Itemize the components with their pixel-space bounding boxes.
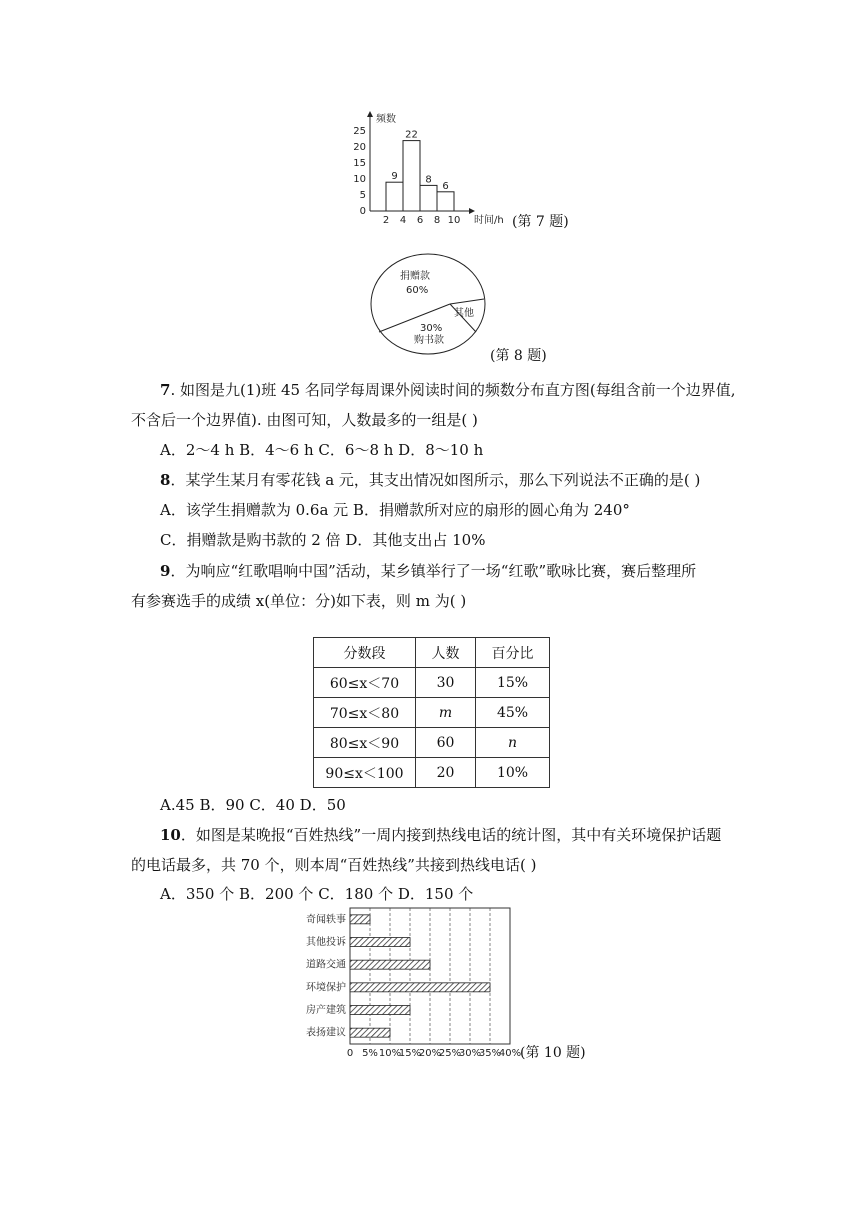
fig10-xtick-label: 40% [498, 1048, 522, 1059]
q9-line1 [160, 561, 696, 581]
score-table [313, 637, 550, 788]
fig10-bar [350, 1006, 410, 1015]
fig10-xtick-label: 25% [438, 1048, 462, 1059]
fig10-bar [350, 983, 490, 992]
q8-options-2: C．捐赠款是购书款的 2 倍 D．其他支出占 10% [160, 531, 486, 549]
fig7-bar-value-label: 8 [425, 174, 432, 186]
fig7-xtick-label: 6 [416, 215, 424, 226]
fig10-barchart [298, 906, 523, 1061]
table-row [314, 758, 550, 788]
fig10-caption: (第 10 题) [520, 1045, 586, 1061]
fig10-bar [350, 938, 410, 947]
header-count: 人数 [416, 638, 476, 668]
fig10-category-label: 其他投诉 [306, 937, 346, 948]
cell-range: 80≤x＜90 [314, 728, 416, 758]
fig10-xtick-label: 15% [398, 1048, 422, 1059]
q9-options: A.45 B．90 C．40 D．50 [160, 796, 346, 814]
fig10-xtick-label: 0 [346, 1048, 354, 1059]
cell-count: 60 [416, 728, 476, 758]
fig10-bar [350, 1028, 390, 1037]
q10-line2: 的电话最多，共 70 个，则本周“百姓热线”共接到热线电话( ) [131, 856, 537, 874]
fig7-caption: (第 7 题) [512, 214, 569, 230]
fig7-bar [420, 185, 437, 211]
fig10-xtick-label: 20% [418, 1048, 442, 1059]
fig7-bar [403, 141, 420, 211]
q10-number: 10 [160, 826, 181, 844]
fig10-category-label: 房产建筑 [306, 1005, 346, 1016]
fig8-donation-label: 捐赠款 [400, 271, 430, 282]
fig8-caption: (第 8 题) [490, 348, 547, 364]
cell-percent: 10% [476, 758, 550, 788]
cell-percent: n [476, 728, 550, 758]
cell-range: 60≤x＜70 [314, 668, 416, 698]
fig7-ylabel: 频数 [376, 114, 396, 125]
header-percent: 百分比 [476, 638, 550, 668]
q8-options-1: A．该学生捐赠款为 0.6a 元 B．捐赠款所对应的扇形的圆心角为 240° [160, 501, 630, 519]
fig8-books-label: 购书款 [414, 335, 444, 346]
fig7-bar-value-label: 22 [405, 129, 418, 141]
q8-line1 [160, 470, 700, 490]
q7-line1 [160, 380, 735, 400]
fig7-histogram [340, 108, 520, 233]
cell-range: 70≤x＜80 [314, 698, 416, 728]
fig7-bar [437, 192, 454, 211]
fig7-ytick-label: 15 [353, 158, 366, 169]
cell-count: m [416, 698, 476, 728]
cell-percent: 15% [476, 668, 550, 698]
score-table-header [314, 638, 550, 668]
q7-number: 7 [160, 381, 171, 399]
fig7-ytick-label: 5 [359, 190, 366, 201]
fig10-category-label: 道路交通 [306, 959, 346, 971]
header-score-range: 分数段 [314, 638, 416, 668]
fig7-ytick-label: 10 [353, 174, 366, 185]
cell-count: 20 [416, 758, 476, 788]
table-row [314, 668, 550, 698]
q7-line2: 不含后一个边界值). 由图可知，人数最多的一组是( ) [131, 411, 478, 429]
fig7-ytick-label: 0 [359, 206, 366, 217]
table-row [314, 728, 550, 758]
fig8-other-label: 其他 [454, 308, 474, 319]
cell-percent: 45% [476, 698, 550, 728]
q10-line1 [160, 825, 721, 845]
fig10-category-label: 奇闻轶事 [306, 914, 346, 926]
cell-count: 30 [416, 668, 476, 698]
fig8-donation-pct: 60% [406, 285, 429, 296]
fig8-pie [370, 252, 490, 356]
fig7-xtick-label: 10 [447, 215, 461, 226]
q7-text-1: . 如图是九(1)班 45 名同学每周课外阅读时间的频数分布直方图(每组含前一个边界值, [170, 381, 736, 399]
q9-line2: 有参赛选手的成绩 x(单位：分)如下表，则 m 为( ) [131, 592, 467, 610]
fig10-xtick-label: 10% [378, 1048, 402, 1059]
fig8-books-pct: 30% [420, 323, 443, 334]
fig8-divider-other-top [450, 299, 484, 304]
fig10-category-label: 表扬建议 [306, 1027, 346, 1039]
fig10-bar [350, 915, 370, 924]
fig7-bar-value-label: 9 [391, 171, 398, 183]
q7-options: A．2～4 h B．4～6 h C．6～8 h D．8～10 h [160, 441, 484, 459]
q9-number: 9 [160, 562, 171, 580]
fig7-bar-value-label: 6 [442, 180, 449, 192]
table-row [314, 698, 550, 728]
q8-number: 8 [160, 471, 171, 489]
fig7-bar [386, 182, 403, 211]
fig7-xtick-label: 4 [399, 215, 407, 226]
q9-text-1: ．为响应“红歌唱响中国”活动，某乡镇举行了一场“红歌”歌咏比赛，赛后整理所 [170, 562, 697, 580]
fig7-xtick-label: 8 [433, 215, 441, 226]
q10-text-1: ．如图是某晚报“百姓热线”一周内接到热线电话的统计图，其中有关环境保护话题 [180, 826, 722, 844]
fig10-xtick-label: 5% [362, 1048, 378, 1059]
cell-range: 90≤x＜100 [314, 758, 416, 788]
fig7-ytick-label: 20 [353, 142, 366, 153]
fig10-bar [350, 960, 430, 969]
q10-options: A．350 个 B．200 个 C．180 个 D．150 个 [160, 885, 474, 903]
fig10-category-label: 环境保护 [306, 982, 346, 994]
q8-text-1: ．某学生某月有零花钱 a 元，其支出情况如图所示，那么下列说法不正确的是( ) [170, 471, 701, 489]
fig7-ytick-label: 25 [353, 126, 366, 137]
fig10-xtick-label: 35% [478, 1048, 502, 1059]
fig7-xtick-label: 2 [382, 215, 390, 226]
fig10-xtick-label: 30% [458, 1048, 482, 1059]
fig7-xlabel: 时间/h [474, 215, 504, 226]
